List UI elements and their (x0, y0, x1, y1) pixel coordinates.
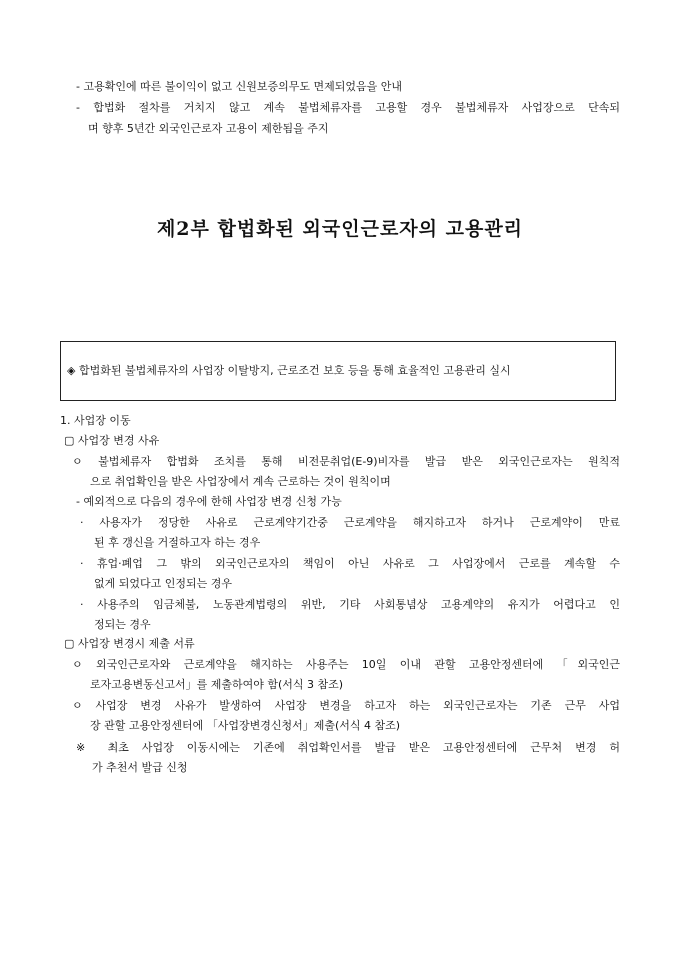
bullet-employer-report-line-2: 로자고용변동신고서」를 제출하여야 함(서식 3 참조) (90, 678, 344, 691)
bullet-worker-application-line-1: ㅇ 사업장 변경 사유가 발생하여 사업장 변경을 하고자 하는 외국인근로자는 기존 근무 사업 (72, 699, 620, 712)
intro-bullet-2-line-1: - 합법화 절차를 거치지 않고 계속 불법체류자를 고용할 경우 불법체류자 사업장으로 단속되 (76, 101, 620, 114)
bullet-employer-report-line-1: ㅇ 외국인근로자와 근로계약을 해지하는 사용주는 10일 이내 관할 고용안정센터에 「외국인근 (72, 658, 620, 671)
summary-text: ◈ 합법화된 불법체류자의 사업장 이탈방지, 근로조건 보호 등을 통해 효율적인 고용관리 실시 (67, 364, 511, 377)
note-line-1: ※ 최초 사업장 이동시에는 기존에 취업확인서를 발급 받은 고용안정센터에 근무처 변경 허 (76, 741, 620, 754)
dot-item-3-line-1: · 사용주의 임금체불, 노동관계법령의 위반, 기타 사회통념상 고용계약의 유지가 어렵다고 인 (80, 598, 620, 611)
dot-item-2-line-1: · 휴업·폐업 그 밖의 외국인근로자의 책임이 아닌 사유로 그 사업장에서 근로를 계속할 수 (80, 557, 620, 570)
intro-bullet-1: - 고용확인에 따른 불이익이 없고 신원보증의무도 면제되었음을 안내 (76, 80, 402, 93)
intro-bullet-2-line-2: 며 향후 5년간 외국인근로자 고용이 제한됨을 주지 (88, 122, 329, 135)
bullet-worker-application-line-2: 장 관할 고용안정센터에 「사업장변경신청서」제출(서식 4 참조) (90, 719, 401, 732)
page-title: 제2부 합법화된 외국인근로자의 고용관리 (156, 218, 524, 240)
summary-box (60, 341, 616, 401)
dot-item-2-line-2: 없게 되었다고 인정되는 경우 (94, 577, 233, 590)
bullet-principle-line-1: ㅇ 불법체류자 합법화 조치를 통해 비전문취업(E-9)비자를 발급 받은 외국인근로자는 원칙적 (72, 455, 620, 468)
bullet-principle-line-2: 으로 취업확인을 받은 사업장에서 계속 근로하는 것이 원칙이며 (90, 475, 391, 488)
dot-item-3-line-2: 정되는 경우 (94, 618, 151, 631)
subsection-heading-change-reasons: ▢ 사업장 변경 사유 (64, 434, 160, 447)
section-heading: 1. 사업장 이동 (60, 414, 131, 427)
dash-exception: - 예외적으로 다음의 경우에 한해 사업장 변경 신청 가능 (76, 495, 342, 508)
note-line-2: 가 추천서 발급 신청 (92, 761, 188, 774)
subsection-heading-documents: ▢ 사업장 변경시 제출 서류 (64, 637, 195, 650)
dot-item-1-line-2: 된 후 갱신을 거절하고자 하는 경우 (94, 536, 261, 549)
dot-item-1-line-1: · 사용자가 정당한 사유로 근로계약기간중 근로계약을 해지하고자 하거나 근로계약이 만료 (80, 516, 620, 529)
